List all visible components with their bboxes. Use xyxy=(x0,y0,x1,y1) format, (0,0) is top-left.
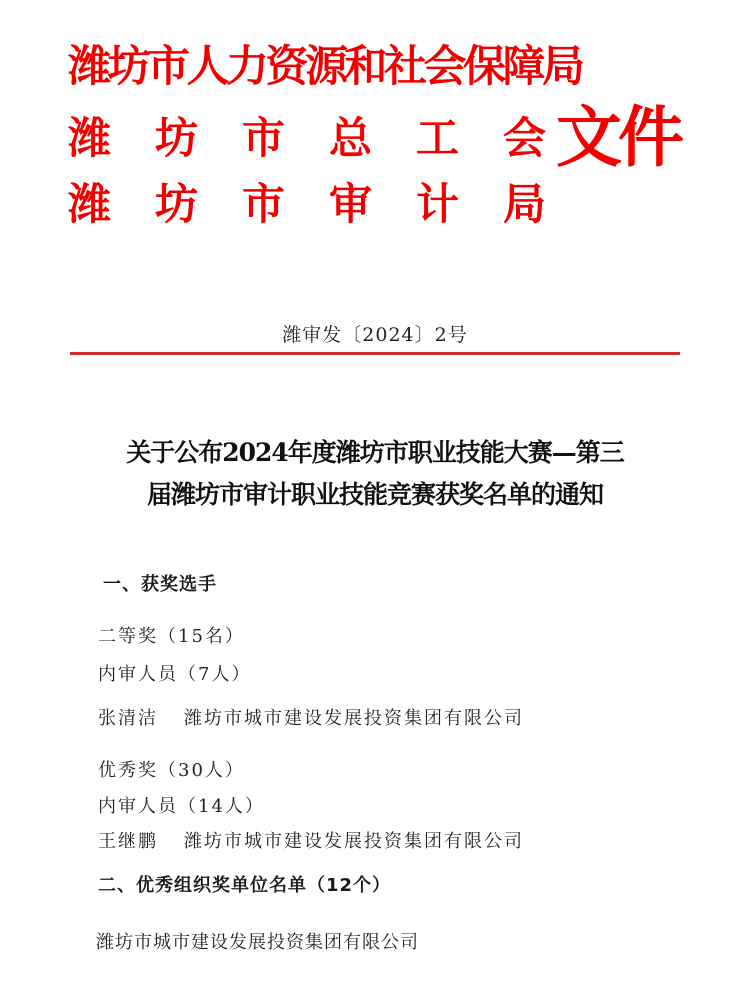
document-type-label: 文件 xyxy=(556,98,680,176)
winner-entry xyxy=(98,827,524,853)
issuer-char: 市 xyxy=(242,114,285,164)
issuer-char: 坊 xyxy=(155,114,198,164)
issuer-char: 市 xyxy=(242,180,285,230)
issuer-char: 总 xyxy=(329,114,372,164)
issuer-line-federation-of-trade-unions xyxy=(68,114,546,164)
award-level-excellence-prize: 优秀奖（30人） xyxy=(98,760,245,781)
document-number: 潍审发〔2024〕2号 xyxy=(282,324,468,346)
section-heading-winners: 一、获奖选手 xyxy=(103,574,217,595)
category-internal-auditors: 内审人员（14人） xyxy=(98,796,265,817)
winner-entry xyxy=(98,704,524,730)
winner-name: 王继鹏 xyxy=(98,831,158,852)
issuer-char: 工 xyxy=(416,114,459,164)
winner-organization: 潍坊市城市建设发展投资集团有限公司 xyxy=(184,708,524,729)
issuer-char: 坊 xyxy=(155,180,198,230)
category-internal-auditors: 内审人员（7人） xyxy=(98,664,252,685)
winner-organization: 潍坊市城市建设发展投资集团有限公司 xyxy=(184,831,524,852)
issuer-char: 潍 xyxy=(68,180,111,230)
document-title-line-2: 届潍坊市审计职业技能竞赛获奖名单的通知 xyxy=(146,480,603,509)
issuer-line-hrss: 潍坊市人力资源和社会保障局 xyxy=(68,42,582,92)
issuer-line-audit-bureau xyxy=(68,180,546,230)
section-heading-organization-awards: 二、优秀组织奖单位名单（12个） xyxy=(98,875,392,896)
issuer-char: 审 xyxy=(329,180,372,230)
issuer-char: 潍 xyxy=(68,114,111,164)
issuer-char: 会 xyxy=(503,114,546,164)
document-title-line-1: 关于公布2024年度潍坊市职业技能大赛—第三 xyxy=(126,438,624,467)
award-unit: 潍坊市城市建设发展投资集团有限公司 xyxy=(96,932,419,953)
award-level-second-prize: 二等奖（15名） xyxy=(98,626,245,647)
issuer-char: 计 xyxy=(416,180,459,230)
issuer-char: 局 xyxy=(503,180,546,230)
winner-name: 张清洁 xyxy=(98,708,158,729)
header-divider xyxy=(70,352,680,355)
